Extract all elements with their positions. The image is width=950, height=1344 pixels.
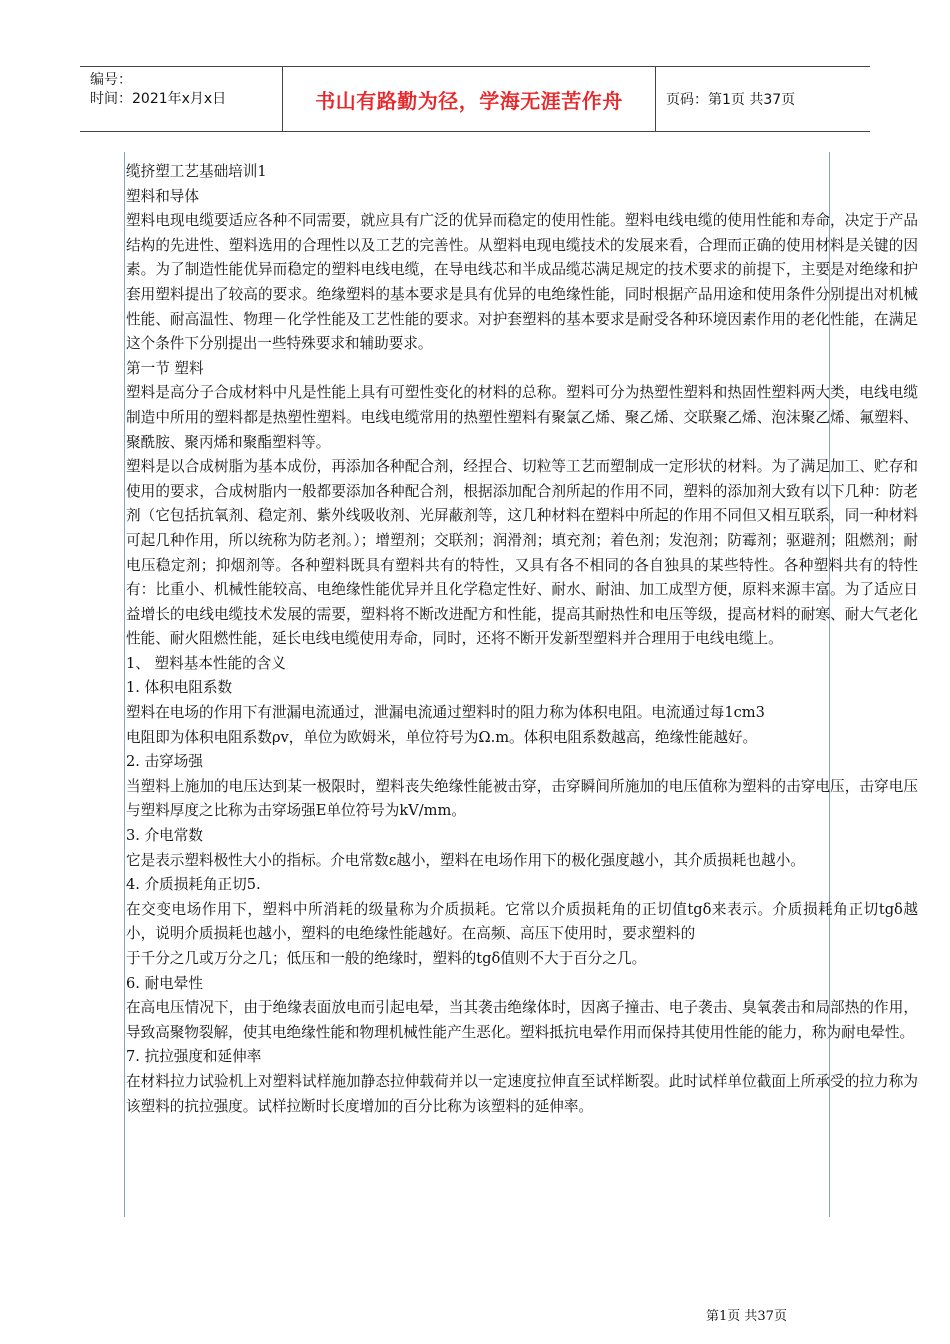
- heading-line: 7. 抗拉强度和延伸率: [126, 1048, 262, 1066]
- heading-line: 它是表示塑料极性大小的指标。介电常数ε越小，塑料在电场作用下的极化强度越小，其介质损耗也越小。: [126, 851, 805, 869]
- body-paragraph: 当塑料上施加的电压达到某一极限时，塑料丧失绝缘性能被击穿，击穿瞬间所施加的电压值称为塑料的击穿电压，击穿电压与塑料厚度之比称为击穿场强E单位符号为kV/mm。: [126, 777, 918, 820]
- heading-line: 6. 耐电晕性: [126, 974, 203, 992]
- header-motto-cell: [282, 67, 656, 131]
- body-paragraph: 塑料是高分子合成材料中凡是性能上具有可塑性变化的材料的总称。塑料可分为热塑性塑料和热固性塑料两大类，电线电缆制造中所用的塑料都是热塑性塑料。电线电缆常用的热塑性塑料有聚氯乙烯、聚乙烯、交联聚乙烯、泡沫聚乙烯、氟塑料、聚酰胺、聚丙烯和聚酯塑料等。: [126, 384, 918, 451]
- page-header: [80, 66, 870, 132]
- header-meta: [80, 67, 282, 131]
- number-label: 编号：: [90, 72, 132, 88]
- heading-line: 2. 击穿场强: [126, 753, 203, 771]
- time-label: 时间：2021年x月x日: [90, 91, 227, 107]
- heading-line: 电阻即为体积电阻系数ρv，单位为欧姆米，单位符号为Ω.m。体积电阻系数越高，绝缘性能越好。: [126, 728, 758, 746]
- body-paragraph: 塑料电现电缆要适应各种不同需要，就应具有广泛的优异而稳定的使用性能。塑料电线电缆的使用性能和寿命，决定于产品结构的先进性、塑料选用的合理性以及工艺的完善性。从塑料电现电缆技术的发展来看，合理而正确的使用材料是关键的因素。为了制造性能优异而稳定的塑料电线电缆，在导电线芯和半成品缆芯满足规定的技术要求的前提下，主要是对绝缘和护套用塑料提出了较高的要求。绝缘塑料的基本要求是具有优异的电绝缘性能，同时根据产品用途和使用条件分别提出对机械性能、耐高温性、物理－化学性能及工艺性能的要求。对护套塑料的基本要求是耐受各种环境因素作用的老化性能，在满足这个条件下分别提出一些特殊要求和辅助要求。: [126, 212, 918, 353]
- body-paragraph: 在高电压情况下，由于绝缘表面放电而引起电晕，当其袭击绝缘体时，因离子撞击、电子袭击、臭氧袭击和局部热的作用，导致高聚物裂解，使其电绝缘性能和物理机械性能产生恶化。塑料抵抗电晕作用而保持其使用性能的能力，称为耐电晕性。: [126, 999, 918, 1041]
- heading-line: 1. 体积电阻系数: [126, 679, 233, 697]
- document-body: [126, 160, 918, 1119]
- heading-line: 4. 介质损耗角正切5.: [126, 876, 261, 894]
- heading-line: 塑料和导体: [126, 187, 199, 205]
- body-paragraph: 塑料是以合成树脂为基本成份，再添加各种配合剂，经捏合、切粒等工艺而塑制成一定形状的材料。为了满足加工、贮存和使用的要求，合成树脂内一般都要添加各种配合剂，根据添加配合剂所起的作用不同，塑料的添加剂大致有以下几种：防老剂（它包括抗氧剂、稳定剂、紫外线吸收剂、光屏蔽剂等，这几种材料在塑料中所起的作用不同但又相互联系，同一种材料可起几种作用，所以统称为防老剂。）；增塑剂；交联剂；润滑剂；填充剂；着色剂；发泡剂；防霉剂；驱避剂；阻燃剂；耐电压稳定剂；抑烟剂等。各种塑料既具有塑料共有的特性，又具有各不相同的各自独具的某些特性。各种塑料共有的特性有：比重小、机械性能较高、电绝缘性能优异并且化学稳定性好、耐水、耐油、加工成型方便，原料来源丰富。为了适应日益增长的电线电缆技术发展的需要，塑料将不断改进配方和性能，提高其耐热性和电压等级，提高材料的耐寒、耐大气老化性能、耐火阻燃性能，延长电线电缆使用寿命，同时，还将不断开发新型塑料并合理用于电线电缆上。: [126, 458, 918, 648]
- left-margin-line: [124, 152, 125, 1217]
- body-paragraph: 在交变电场作用下，塑料中所消耗的级量称为介质损耗。它常以介质损耗角的正切值tgδ来表示。介质损耗角正切tgδ越小，说明介质损耗也越小，塑料的电绝缘性能越好。在高频、高压下使用时，要求塑料的: [126, 900, 918, 943]
- header-page-info: 页码：第1页 共37页: [666, 92, 796, 108]
- heading-line: 第一节 塑料: [126, 359, 204, 377]
- body-paragraph: 在材料拉力试验机上对塑料试样施加静态拉伸载荷并以一定速度拉伸直至试样断裂。此时试样单位截面上所承受的拉力称为该塑料的抗拉强度。试样拉断时长度增加的百分比称为该塑料的延伸率。: [126, 1072, 918, 1115]
- page-footer: 第1页 共37页: [706, 1309, 787, 1324]
- heading-line: 塑料在电场的作用下有泄漏电流通过，泄漏电流通过塑料时的阻力称为体积电阻。电流通过每1cm3: [126, 704, 765, 722]
- header-motto: 书山有路勤为径，学海无涯苦作舟: [315, 88, 623, 113]
- heading-line: 1、 塑料基本性能的含义: [126, 654, 286, 672]
- heading-line: 于千分之几或万分之几；低压和一般的绝缘时，塑料的tgδ值则不大于百分之几。: [126, 950, 647, 967]
- heading-line: 缆挤塑工艺基础培训1: [126, 163, 267, 180]
- heading-line: 3. 介电常数: [126, 827, 203, 845]
